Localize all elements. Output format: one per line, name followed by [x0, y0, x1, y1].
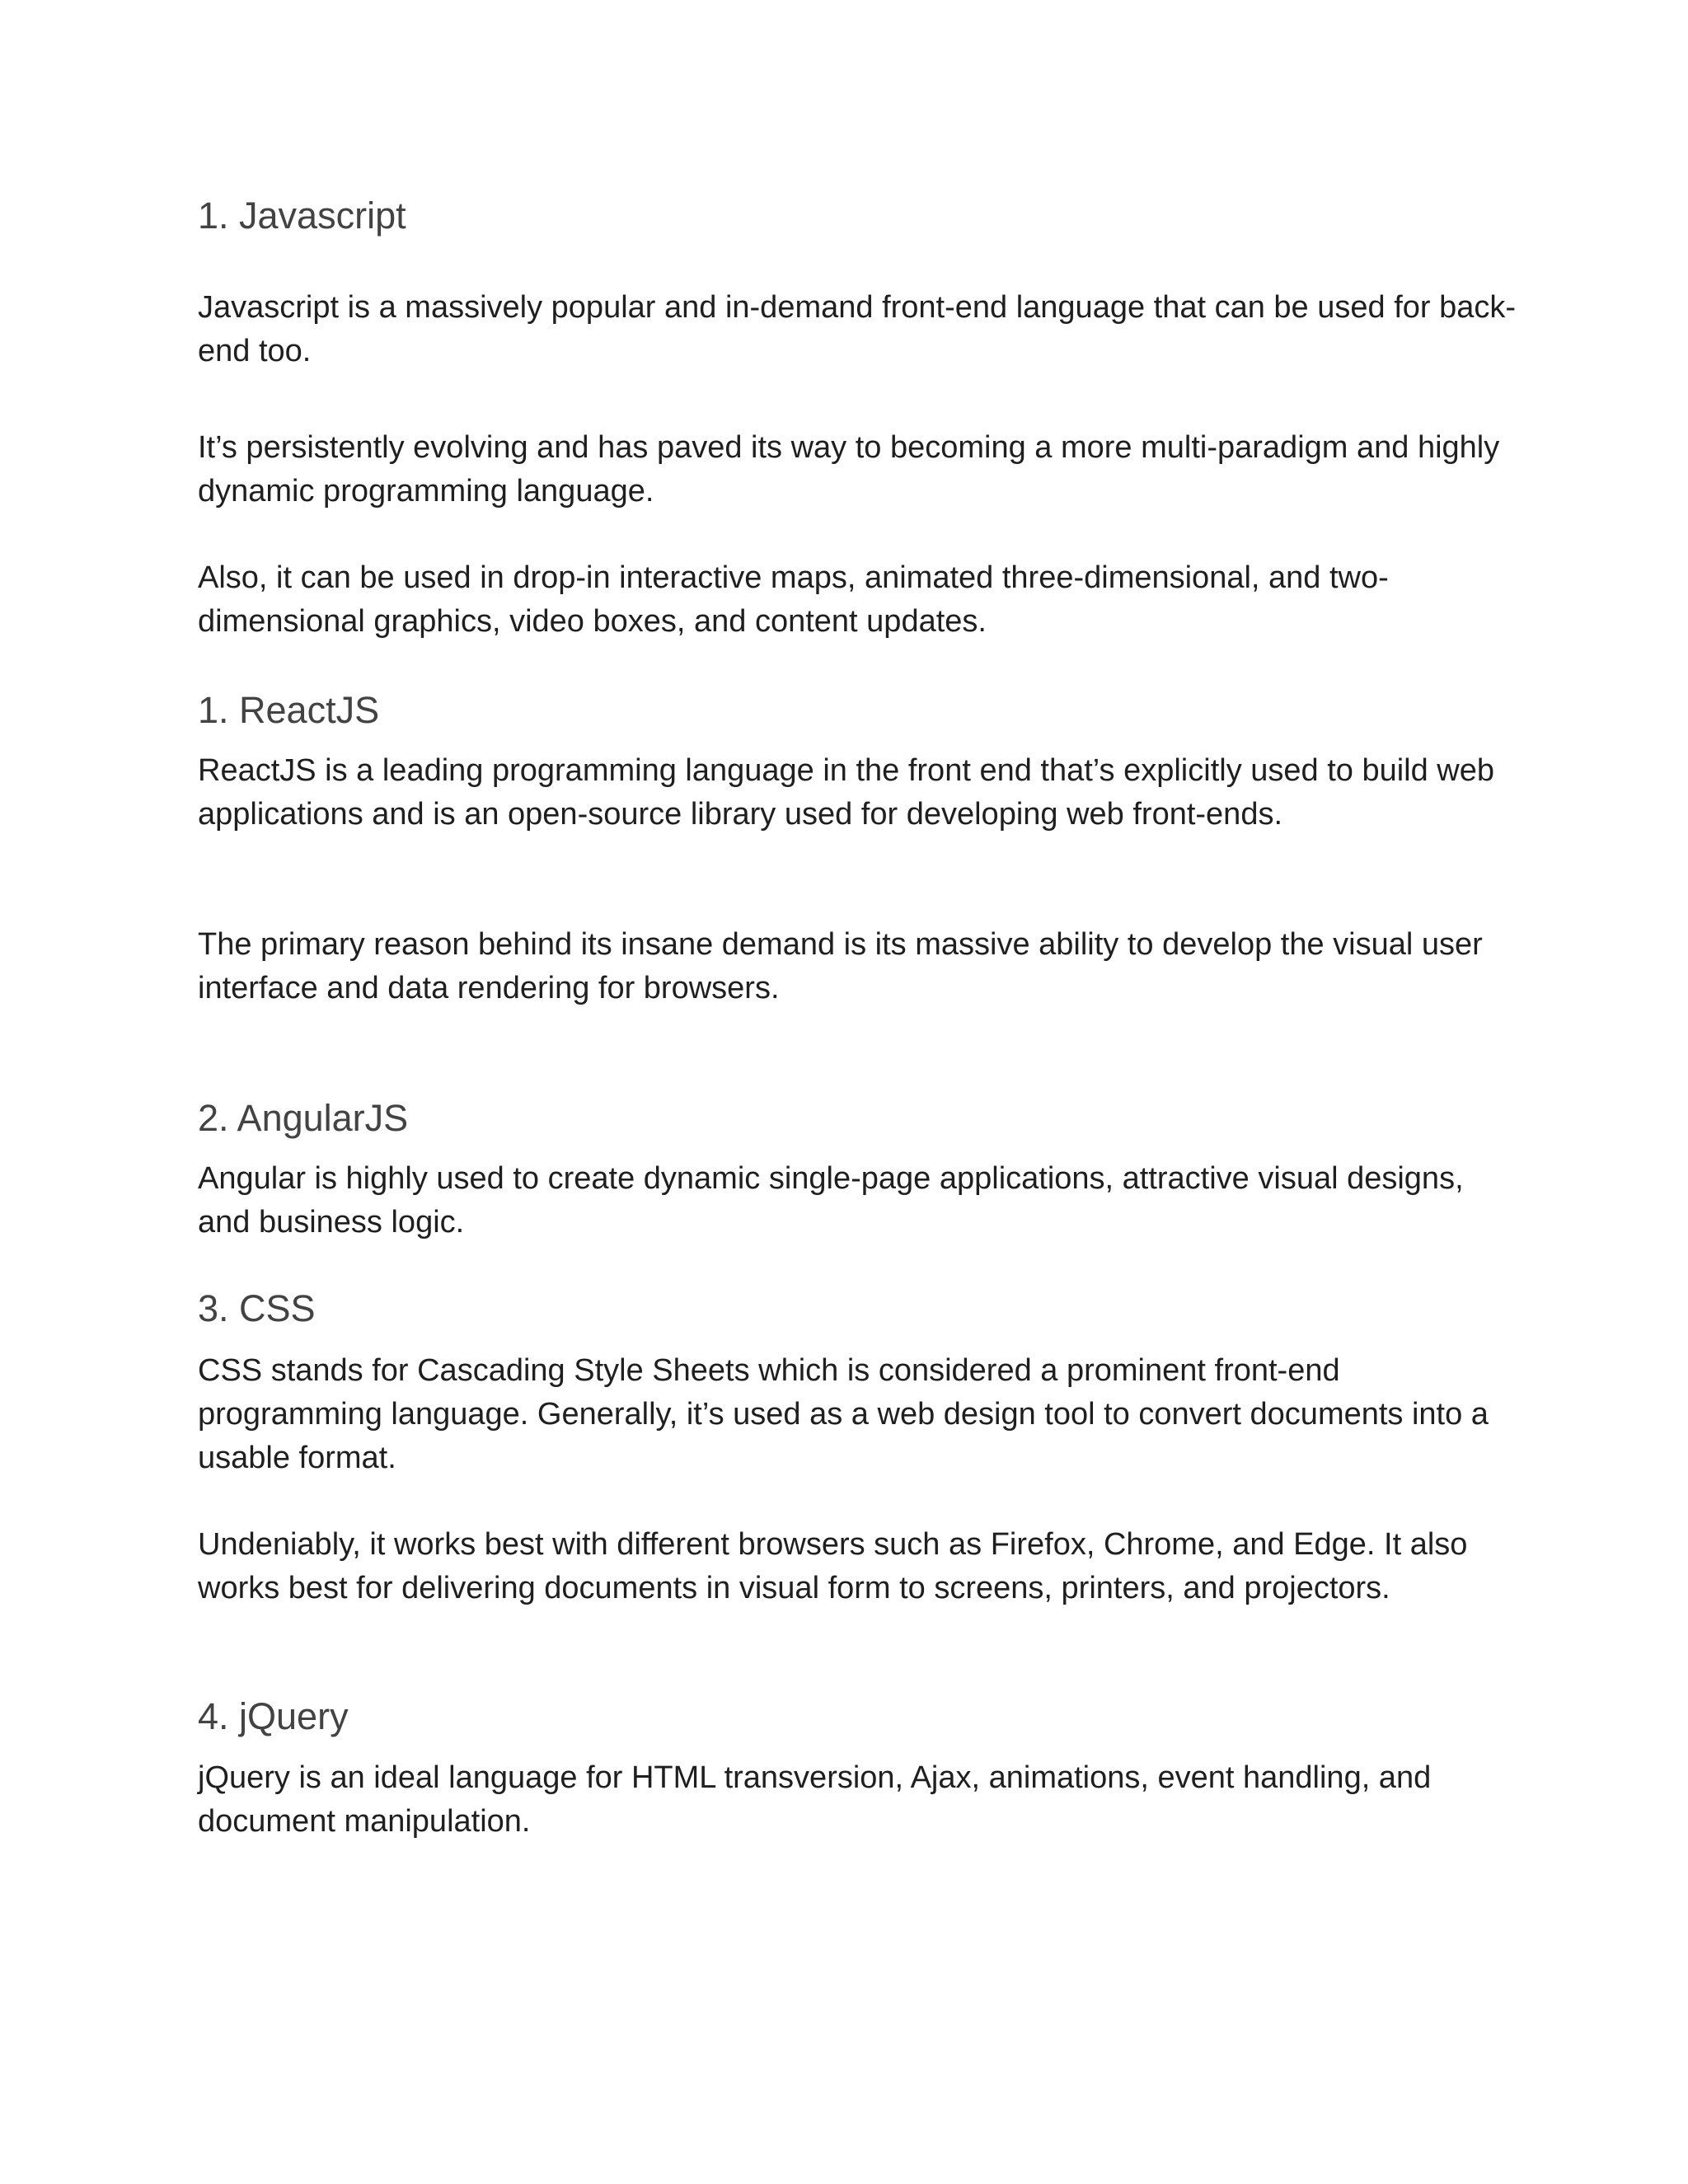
javascript-paragraph-1: Javascript is a massively popular and in-demand front-end language that can be used for back-end too. [198, 290, 1517, 368]
css-paragraph-2: Undeniably, it works best with different browsers such as Firefox, Chrome, and Edge. It also works best for delivering documents in visual form to screens, printers, and projectors. [198, 1527, 1468, 1605]
section-heading-css: 3. CSS [198, 1287, 316, 1329]
reactjs-paragraph-1: ReactJS is a leading programming language in the front end that’s explicitly used to build web applications and is an open-source library used for developing web front-ends. [198, 753, 1495, 832]
css-paragraph-1: CSS stands for Cascading Style Sheets which is considered a prominent front-end programming language. Generally, it’s used as a web design tool to convert documents into a usable format. [198, 1353, 1489, 1475]
jquery-paragraph-1: jQuery is an ideal language for HTML transversion, Ajax, animations, event handling, and document manipulation. [198, 1760, 1432, 1839]
section-heading-jquery: 4. jQuery [198, 1695, 349, 1737]
javascript-paragraph-2: It’s persistently evolving and has paved its way to becoming a more multi-paradigm and highly dynamic programming language. [198, 430, 1500, 509]
section-heading-angularjs: 2. AngularJS [198, 1097, 409, 1139]
reactjs-paragraph-2: The primary reason behind its insane demand is its massive ability to develop the visual user interface and data rendering for browsers. [198, 927, 1483, 1005]
angularjs-paragraph-1: Angular is highly used to create dynamic single-page applications, attractive visual designs, and business logic. [198, 1161, 1464, 1240]
section-heading-javascript: 1. Javascript [198, 194, 406, 237]
javascript-paragraph-3: Also, it can be used in drop-in interactive maps, animated three-dimensional, and two-dimensional graphics, video boxes, and content updates. [198, 560, 1389, 639]
section-heading-reactjs: 1. ReactJS [198, 689, 380, 731]
